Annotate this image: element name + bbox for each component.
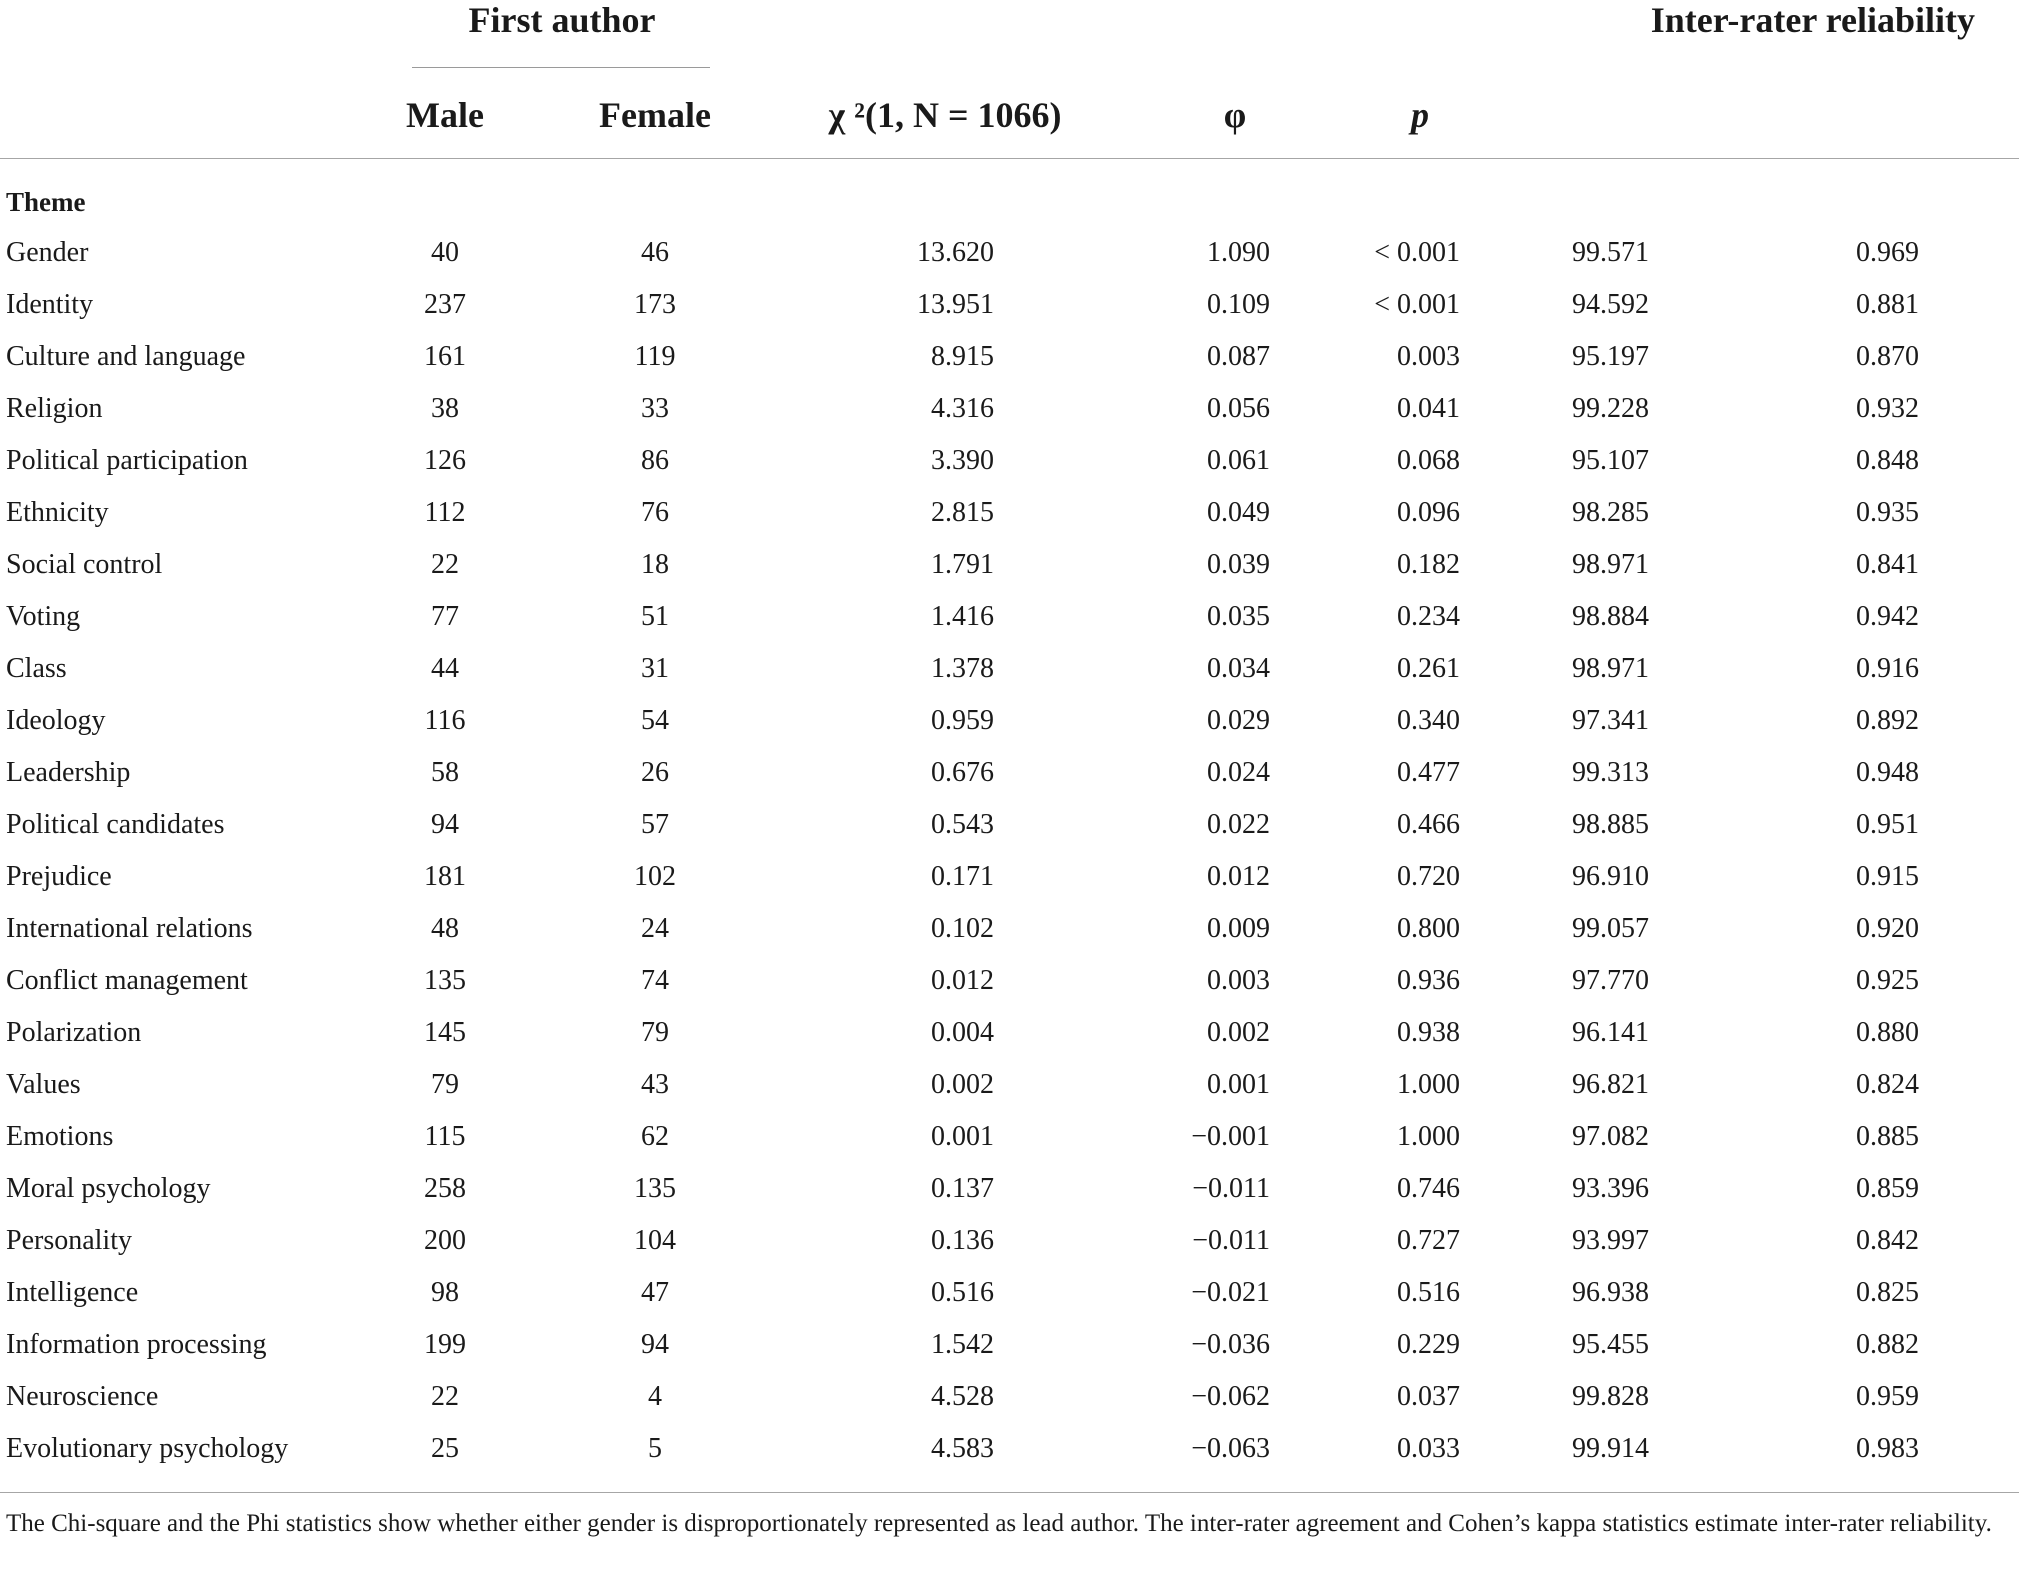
- kappa-cell: 0.942: [1856, 601, 1919, 632]
- theme-cell: Moral psychology: [6, 1173, 211, 1204]
- female-count-cell: 62: [641, 1121, 669, 1152]
- theme-cell: Voting: [6, 601, 81, 632]
- chi-square-cell: 0.001: [931, 1121, 994, 1152]
- male-count-cell: 98: [431, 1277, 459, 1308]
- agreement-cell: 98.285: [1572, 497, 1649, 528]
- theme-cell: Political participation: [6, 445, 248, 476]
- p-value-cell: 0.340: [1397, 705, 1460, 736]
- agreement-cell: 99.057: [1572, 913, 1649, 944]
- chi-square-cell: 4.528: [931, 1381, 994, 1412]
- agreement-cell: 97.082: [1572, 1121, 1649, 1152]
- female-count-cell: 135: [634, 1173, 676, 1204]
- table-row: [0, 964, 2019, 1016]
- phi-cell: 0.061: [1207, 445, 1270, 476]
- kappa-cell: 0.920: [1856, 913, 1919, 944]
- theme-cell: Culture and language: [6, 341, 246, 372]
- table-row: [0, 704, 2019, 756]
- agreement-cell: 96.938: [1572, 1277, 1649, 1308]
- table-row: [0, 600, 2019, 652]
- chi-square-cell: 0.012: [931, 965, 994, 996]
- p-value-cell: 0.003: [1397, 341, 1460, 372]
- theme-cell: Gender: [6, 237, 89, 268]
- p-value-cell: 0.727: [1397, 1225, 1460, 1256]
- p-value-cell: < 0.001: [1374, 237, 1460, 268]
- phi-cell: 0.001: [1207, 1069, 1270, 1100]
- table-row: [0, 1068, 2019, 1120]
- agreement-cell: 97.770: [1572, 965, 1649, 996]
- chi-square-cell: 0.137: [931, 1173, 994, 1204]
- chi-square-cell: 1.542: [931, 1329, 994, 1360]
- p-value-cell: 0.037: [1397, 1381, 1460, 1412]
- female-count-cell: 119: [634, 341, 676, 372]
- theme-cell: Information processing: [6, 1329, 267, 1360]
- p-value-cell: 0.229: [1397, 1329, 1460, 1360]
- column-header-phi: φ: [1223, 95, 1247, 135]
- table-row: [0, 236, 2019, 288]
- male-count-cell: 116: [424, 705, 466, 736]
- chi-square-cell: 13.620: [917, 237, 994, 268]
- kappa-cell: 0.848: [1856, 445, 1919, 476]
- agreement-cell: 98.885: [1572, 809, 1649, 840]
- male-count-cell: 199: [424, 1329, 466, 1360]
- chi-square-cell: 0.543: [931, 809, 994, 840]
- kappa-cell: 0.925: [1856, 965, 1919, 996]
- female-count-cell: 33: [641, 393, 669, 424]
- phi-cell: 0.087: [1207, 341, 1270, 372]
- agreement-cell: 95.455: [1572, 1329, 1649, 1360]
- agreement-cell: 99.914: [1572, 1433, 1649, 1464]
- female-count-cell: 31: [641, 653, 669, 684]
- female-count-cell: 74: [641, 965, 669, 996]
- agreement-cell: 95.197: [1572, 341, 1649, 372]
- kappa-cell: 0.841: [1856, 549, 1919, 580]
- theme-section-label: Theme: [6, 187, 86, 217]
- male-count-cell: 40: [431, 237, 459, 268]
- male-count-cell: 22: [431, 1381, 459, 1412]
- kappa-cell: 0.959: [1856, 1381, 1919, 1412]
- p-value-cell: 0.261: [1397, 653, 1460, 684]
- female-count-cell: 47: [641, 1277, 669, 1308]
- female-count-cell: 57: [641, 809, 669, 840]
- column-header-male: Male: [406, 95, 484, 135]
- female-count-cell: 18: [641, 549, 669, 580]
- chi-square-cell: 13.951: [917, 289, 994, 320]
- table-row: [0, 808, 2019, 860]
- agreement-cell: 96.821: [1572, 1069, 1649, 1100]
- phi-cell: 0.049: [1207, 497, 1270, 528]
- female-count-cell: 86: [641, 445, 669, 476]
- theme-cell: Evolutionary psychology: [6, 1433, 289, 1464]
- female-count-cell: 5: [648, 1433, 662, 1464]
- phi-cell: −0.062: [1191, 1381, 1270, 1412]
- p-value-cell: 0.938: [1397, 1017, 1460, 1048]
- male-count-cell: 58: [431, 757, 459, 788]
- agreement-cell: 98.884: [1572, 601, 1649, 632]
- female-count-cell: 76: [641, 497, 669, 528]
- chi-square-cell: 1.378: [931, 653, 994, 684]
- p-value-cell: 0.516: [1397, 1277, 1460, 1308]
- kappa-cell: 0.932: [1856, 393, 1919, 424]
- kappa-cell: 0.882: [1856, 1329, 1919, 1360]
- chi-square-cell: 0.002: [931, 1069, 994, 1100]
- table-row: [0, 496, 2019, 548]
- table-row: [0, 1224, 2019, 1276]
- chi-square-cell: 0.959: [931, 705, 994, 736]
- male-count-cell: 258: [424, 1173, 466, 1204]
- table-row: [0, 1120, 2019, 1172]
- kappa-cell: 0.983: [1856, 1433, 1919, 1464]
- kappa-cell: 0.951: [1856, 809, 1919, 840]
- phi-cell: 0.034: [1207, 653, 1270, 684]
- table-row: [0, 1276, 2019, 1328]
- phi-cell: −0.011: [1192, 1173, 1270, 1204]
- phi-cell: 0.009: [1207, 913, 1270, 944]
- p-value-cell: 0.746: [1397, 1173, 1460, 1204]
- chi-square-cell: 0.102: [931, 913, 994, 944]
- male-count-cell: 22: [431, 549, 459, 580]
- female-count-cell: 54: [641, 705, 669, 736]
- male-count-cell: 112: [424, 497, 466, 528]
- theme-cell: Ideology: [6, 705, 106, 736]
- p-value-cell: 0.234: [1397, 601, 1460, 632]
- female-count-cell: 43: [641, 1069, 669, 1100]
- table-row: [0, 340, 2019, 392]
- agreement-cell: 98.971: [1572, 549, 1649, 580]
- table-row: [0, 1172, 2019, 1224]
- male-count-cell: 25: [431, 1433, 459, 1464]
- theme-cell: Religion: [6, 393, 103, 424]
- female-count-cell: 46: [641, 237, 669, 268]
- agreement-cell: 95.107: [1572, 445, 1649, 476]
- header-divider: [0, 158, 2019, 159]
- kappa-cell: 0.915: [1856, 861, 1919, 892]
- kappa-cell: 0.842: [1856, 1225, 1919, 1256]
- table-row: [0, 444, 2019, 496]
- p-value-cell: 0.182: [1397, 549, 1460, 580]
- table-row: [0, 652, 2019, 704]
- table-note: The Chi-square and the Phi statistics show whether either gender is disproportionately represented as lead author. The inter-rater agreement and Cohen’s kappa statistics estimate inter-rater reliability.: [6, 1510, 1992, 1537]
- theme-cell: Identity: [6, 289, 94, 320]
- phi-cell: 0.029: [1207, 705, 1270, 736]
- agreement-cell: 93.396: [1572, 1173, 1649, 1204]
- phi-cell: 0.002: [1207, 1017, 1270, 1048]
- table-row: [0, 1328, 2019, 1380]
- p-value-cell: 0.033: [1397, 1433, 1460, 1464]
- female-count-cell: 104: [634, 1225, 676, 1256]
- theme-cell: International relations: [6, 913, 253, 944]
- chi-square-cell: 1.416: [931, 601, 994, 632]
- theme-cell: Social control: [6, 549, 163, 580]
- chi-square-cell: 8.915: [931, 341, 994, 372]
- table-row: [0, 548, 2019, 600]
- theme-cell: Personality: [6, 1225, 132, 1256]
- chi-square-cell: 1.791: [931, 549, 994, 580]
- table-row: [0, 1016, 2019, 1068]
- male-count-cell: 38: [431, 393, 459, 424]
- theme-cell: Leadership: [6, 757, 131, 788]
- p-value-cell: 0.068: [1397, 445, 1460, 476]
- male-count-cell: 181: [424, 861, 466, 892]
- theme-cell: Political candidates: [6, 809, 225, 840]
- kappa-cell: 0.885: [1856, 1121, 1919, 1152]
- phi-cell: −0.063: [1191, 1433, 1270, 1464]
- male-count-cell: 135: [424, 965, 466, 996]
- p-value-cell: 0.466: [1397, 809, 1460, 840]
- female-count-cell: 4: [648, 1381, 662, 1412]
- p-value-cell: 0.800: [1397, 913, 1460, 944]
- theme-cell: Polarization: [6, 1017, 142, 1048]
- table-row: [0, 1380, 2019, 1432]
- agreement-cell: 99.228: [1572, 393, 1649, 424]
- female-count-cell: 24: [641, 913, 669, 944]
- agreement-cell: 99.571: [1572, 237, 1649, 268]
- kappa-cell: 0.892: [1856, 705, 1919, 736]
- kappa-cell: 0.859: [1856, 1173, 1919, 1204]
- chi-square-cell: 4.316: [931, 393, 994, 424]
- column-header-chi-square: χ ²(1, N = 1066): [828, 95, 1062, 135]
- p-value-cell: 0.041: [1397, 393, 1460, 424]
- phi-cell: 0.012: [1207, 861, 1270, 892]
- p-value-cell: 0.096: [1397, 497, 1460, 528]
- phi-cell: 0.109: [1207, 289, 1270, 320]
- table-row: [0, 756, 2019, 808]
- agreement-cell: 98.971: [1572, 653, 1649, 684]
- phi-cell: 0.035: [1207, 601, 1270, 632]
- female-count-cell: 94: [641, 1329, 669, 1360]
- theme-cell: Prejudice: [6, 861, 112, 892]
- kappa-cell: 0.870: [1856, 341, 1919, 372]
- kappa-cell: 0.948: [1856, 757, 1919, 788]
- theme-cell: Intelligence: [6, 1277, 139, 1308]
- male-count-cell: 77: [431, 601, 459, 632]
- header-first-author: First author: [468, 0, 656, 40]
- phi-cell: 0.024: [1207, 757, 1270, 788]
- p-value-cell: 1.000: [1397, 1121, 1460, 1152]
- table-body: [0, 236, 2019, 1484]
- kappa-cell: 0.825: [1856, 1277, 1919, 1308]
- agreement-cell: 99.828: [1572, 1381, 1649, 1412]
- male-count-cell: 79: [431, 1069, 459, 1100]
- male-count-cell: 48: [431, 913, 459, 944]
- chi-square-cell: 0.516: [931, 1277, 994, 1308]
- chi-square-cell: 3.390: [931, 445, 994, 476]
- male-count-cell: 44: [431, 653, 459, 684]
- chi-square-cell: 0.676: [931, 757, 994, 788]
- female-count-cell: 102: [634, 861, 676, 892]
- table-row: [0, 860, 2019, 912]
- chi-square-cell: 0.171: [931, 861, 994, 892]
- table-bottom-divider: [0, 1492, 2019, 1493]
- male-count-cell: 237: [424, 289, 466, 320]
- female-count-cell: 26: [641, 757, 669, 788]
- table-row: [0, 392, 2019, 444]
- p-value-cell: 1.000: [1397, 1069, 1460, 1100]
- p-value-cell: 0.720: [1397, 861, 1460, 892]
- phi-cell: −0.001: [1191, 1121, 1270, 1152]
- male-count-cell: 94: [431, 809, 459, 840]
- p-value-cell: < 0.001: [1374, 289, 1460, 320]
- phi-cell: 0.003: [1207, 965, 1270, 996]
- agreement-cell: 96.910: [1572, 861, 1649, 892]
- column-header-p: p: [1411, 95, 1429, 135]
- agreement-cell: 96.141: [1572, 1017, 1649, 1048]
- kappa-cell: 0.916: [1856, 653, 1919, 684]
- chi-square-cell: 0.004: [931, 1017, 994, 1048]
- phi-cell: 0.022: [1207, 809, 1270, 840]
- theme-cell: Values: [6, 1069, 81, 1100]
- female-count-cell: 79: [641, 1017, 669, 1048]
- female-count-cell: 173: [634, 289, 676, 320]
- male-count-cell: 161: [424, 341, 466, 372]
- column-header-female: Female: [599, 95, 711, 135]
- phi-cell: 0.056: [1207, 393, 1270, 424]
- male-count-cell: 145: [424, 1017, 466, 1048]
- phi-cell: −0.021: [1191, 1277, 1270, 1308]
- p-value-cell: 0.936: [1397, 965, 1460, 996]
- chi-square-cell: 4.583: [931, 1433, 994, 1464]
- chi-square-cell: 0.136: [931, 1225, 994, 1256]
- agreement-cell: 99.313: [1572, 757, 1649, 788]
- male-count-cell: 200: [424, 1225, 466, 1256]
- phi-cell: 0.039: [1207, 549, 1270, 580]
- p-value-cell: 0.477: [1397, 757, 1460, 788]
- male-count-cell: 115: [424, 1121, 466, 1152]
- theme-cell: Neuroscience: [6, 1381, 159, 1412]
- table-row: [0, 288, 2019, 340]
- theme-cell: Class: [6, 653, 67, 684]
- theme-cell: Emotions: [6, 1121, 114, 1152]
- first-author-underline: [412, 67, 710, 68]
- kappa-cell: 0.881: [1856, 289, 1919, 320]
- female-count-cell: 51: [641, 601, 669, 632]
- agreement-cell: 94.592: [1572, 289, 1649, 320]
- kappa-cell: 0.880: [1856, 1017, 1919, 1048]
- kappa-cell: 0.969: [1856, 237, 1919, 268]
- agreement-cell: 97.341: [1572, 705, 1649, 736]
- kappa-cell: 0.935: [1856, 497, 1919, 528]
- chi-square-cell: 2.815: [931, 497, 994, 528]
- theme-cell: Conflict management: [6, 965, 248, 996]
- phi-cell: −0.011: [1192, 1225, 1270, 1256]
- phi-cell: 1.090: [1207, 237, 1270, 268]
- header-inter-rater-reliability: Inter-rater reliability: [1650, 0, 1975, 40]
- male-count-cell: 126: [424, 445, 466, 476]
- phi-cell: −0.036: [1191, 1329, 1270, 1360]
- theme-cell: Ethnicity: [6, 497, 109, 528]
- kappa-cell: 0.824: [1856, 1069, 1919, 1100]
- table-row: [0, 912, 2019, 964]
- table-row: [0, 1432, 2019, 1484]
- agreement-cell: 93.997: [1572, 1225, 1649, 1256]
